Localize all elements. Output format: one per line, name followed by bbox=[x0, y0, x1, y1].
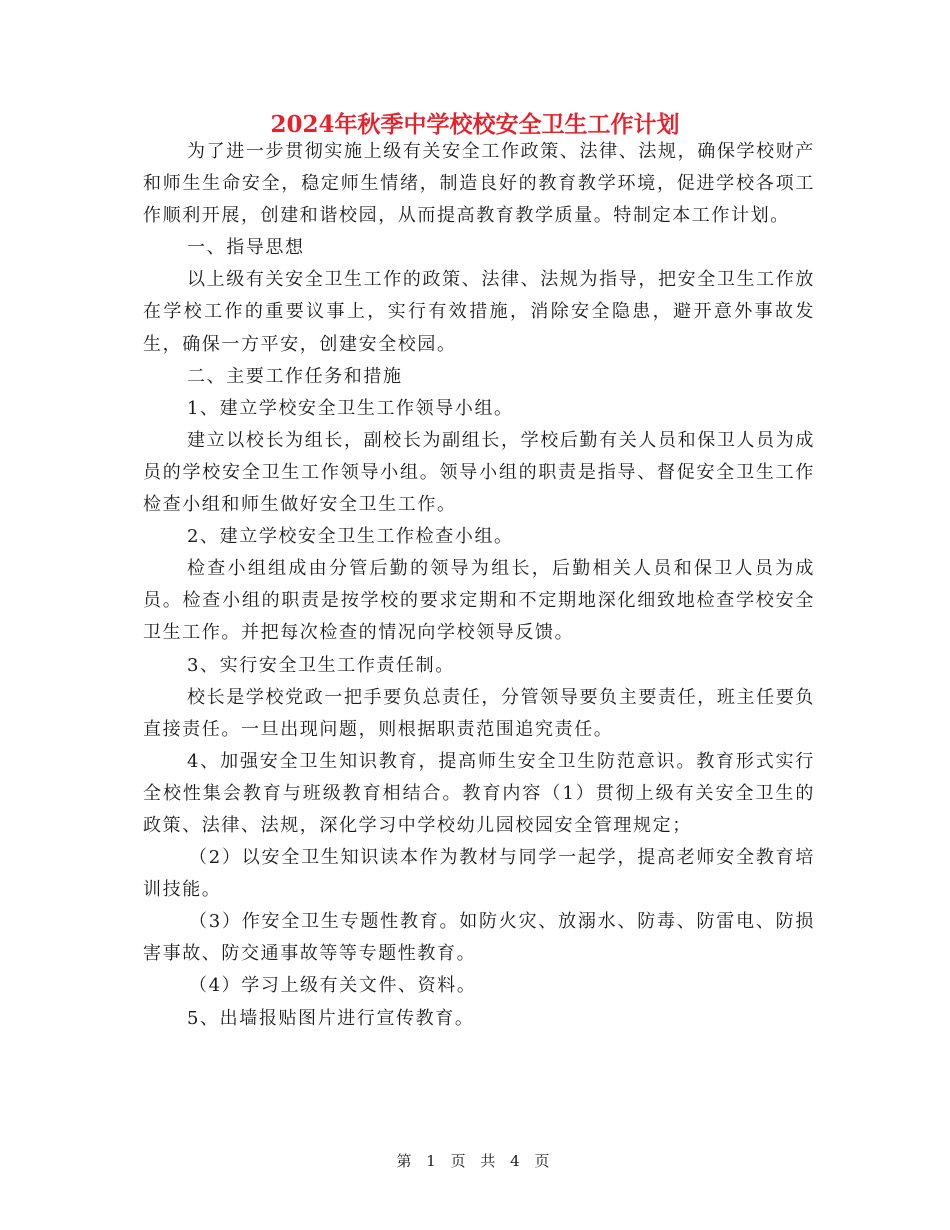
item-1-paragraph: 建立以校长为组长，副校长为副组长，学校后勤有关人员和保卫人员为成员的学校安全卫生工作领导小组。领导小组的职责是指导、督促安全卫生工作检查小组和师生做好安全卫生工作。 bbox=[143, 429, 815, 516]
item-1-heading: 1、建立学校安全卫生工作领导小组。 bbox=[187, 397, 514, 419]
item-2-heading: 2、建立学校安全卫生工作检查小组。 bbox=[187, 526, 514, 548]
item-4-sub-2: （2）以安全卫生知识读本作为教材与同学一起学，提高老师安全教育培训技能。 bbox=[143, 847, 815, 901]
item-3-heading: 3、实行安全卫生工作责任制。 bbox=[187, 654, 455, 676]
item-5-heading: 5、出墙报贴图片进行宣传教育。 bbox=[187, 1007, 475, 1029]
section-heading-main-tasks: 二、主要工作任务和措施 bbox=[187, 365, 403, 387]
section-heading-guiding-ideology: 一、指导思想 bbox=[187, 237, 305, 259]
item-4-sub-4: （4）学习上级有关文件、资料。 bbox=[189, 975, 477, 997]
page-footer: 第 1 页 共 4 页 bbox=[396, 1152, 554, 1170]
guiding-ideology-paragraph: 以上级有关安全卫生工作的政策、法律、法规为指导，把安全卫生工作放在学校工作的重要议事上，实行有效措施，消除安全隐患，避开意外事故发生，确保一方平安，创建安全校园。 bbox=[143, 269, 815, 355]
item-3-paragraph: 校长是学校党政一把手要负总责任，分管领导要负主要责任，班主任要负直接责任。一旦出现问题，则根据职责范围追究责任。 bbox=[143, 686, 815, 740]
item-4-paragraph: 4、加强安全卫生知识教育，提高师生安全卫生防范意识。教育形式实行全校性集会教育与班级教育相结合。教育内容（1）贯彻上级有关安全卫生的政策、法律、法规，深化学习中学校幼儿园校园安全管理规定； bbox=[143, 750, 815, 836]
document-title: 2024年秋季中学校校安全卫生工作计划 bbox=[270, 111, 680, 138]
intro-paragraph: 为了进一步贯彻实施上级有关安全工作政策、法律、法规，确保学校财产和师生生命安全，稳定师生情绪，制造良好的教育教学环境，促进学校各项工作顺利开展，创建和谐校园，从而提高教育教学质量。特制定本工作计划。 bbox=[143, 141, 815, 227]
item-4-sub-3: （3）作安全卫生专题性教育。如防火灾、放溺水、防毒、防雷电、防损害事故、防交通事故等等专题性教育。 bbox=[143, 911, 815, 965]
item-2-paragraph: 检查小组组成由分管后勤的领导为组长，后勤相关人员和保卫人员为成员。检查小组的职责是按学校的要求定期和不定期地深化细致地检查学校安全卫生工作。并把每次检查的情况向学校领导反馈。 bbox=[143, 558, 815, 644]
document-body bbox=[143, 136, 815, 1035]
